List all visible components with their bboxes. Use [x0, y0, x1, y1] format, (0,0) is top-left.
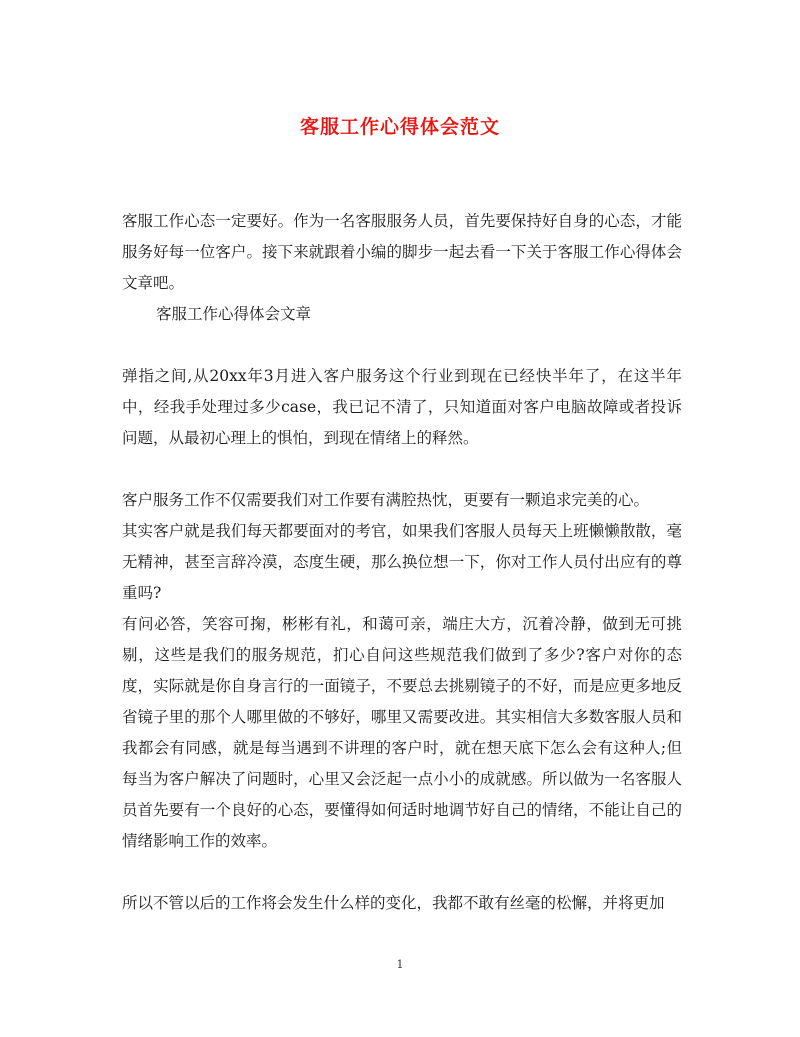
document-body	[122, 206, 682, 919]
intro-paragraph: 客服工作心态一定要好。作为一名客服服务人员，首先要保持好自身的心态，才能服务好每一位客户。接下来就跟着小编的脚步一起去看一下关于客服工作心得体会文章吧。	[122, 212, 682, 292]
paragraph-gap	[122, 454, 682, 485]
document-title: 客服工作心得体会范文	[299, 116, 500, 138]
paragraph-3: 其实客户就是我们每天都要面对的考官，如果我们客服人员每天上班懒懒散散，毫无精神，甚至言辞冷漠，态度生硬，那么换位想一下，你对工作人员付出应有的尊重吗?	[122, 522, 682, 602]
subheading: 客服工作心得体会文章	[156, 305, 312, 323]
paragraph-2: 客户服务工作不仅需要我们对工作要有满腔热忱，更要有一颗追求完美的心。	[122, 491, 650, 509]
paragraph-gap	[122, 330, 682, 361]
paragraph-1: 弹指之间,从20xx年3月进入客户服务这个行业到现在已经快半年了，在这半年中，经我手处理过多少case，我已记不清了，只知道面对客户电脑故障或者投诉问题，从最初心理上的惧怕，到现在情绪上的释然。	[122, 367, 682, 447]
paragraph-4: 有问必答，笑容可掬，彬彬有礼，和蔼可亲，端庄大方，沉着冷静，做到无可挑剔，这些是我们的服务规范，扪心自问这些规范我们做到了多少?客户对你的态度，实际就是你自身言行的一面镜子，不要总去挑剔镜子的不好，而是应更多地反省镜子里的那个人哪里做的不够好，哪里又需要改进。其实相信大多数客服人员和我都会有同感，就是每当遇到不讲理的客户时，就在想天底下怎么会有这种人;但每当为客户解决了问题时，心里又会泛起一点小小的成就感。所以做为一名客服人员首先要有一个良好的心态，要懂得如何适时地调节好自己的情绪，不能让自己的情绪影响工作的效率。	[122, 615, 682, 850]
paragraph-5: 所以不管以后的工作将会发生什么样的变化，我都不敢有丝毫的松懈，并将更加	[122, 894, 665, 912]
page-number: 1	[396, 958, 404, 971]
paragraph-gap	[122, 857, 682, 888]
